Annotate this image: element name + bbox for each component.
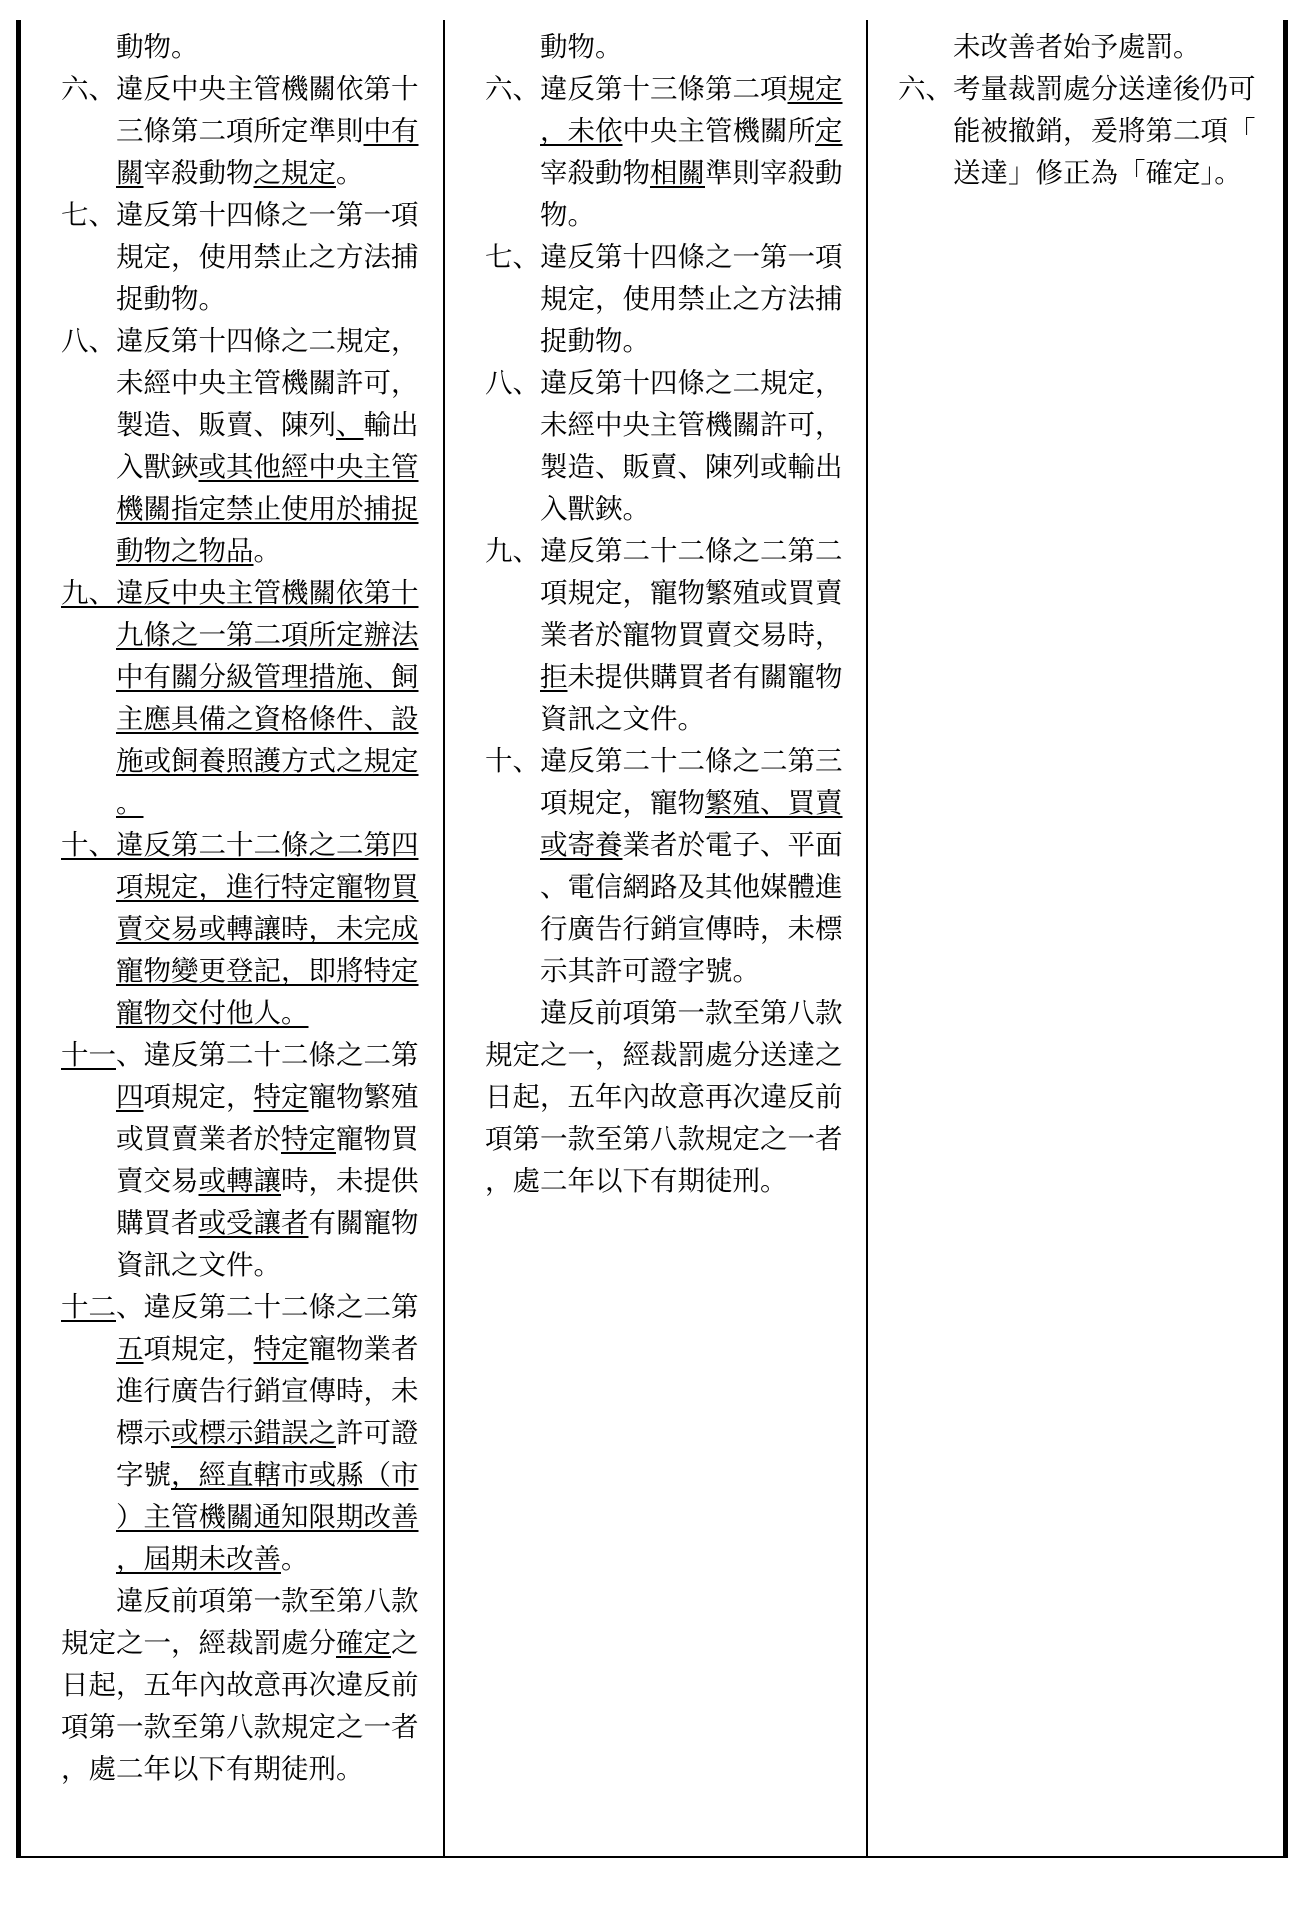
- body-paragraph: [485, 992, 848, 1202]
- column-amended-text: [21, 20, 445, 1856]
- list-item: [485, 68, 848, 236]
- text-segment: 八、違反第十四條之二規定，未經中央主管機關許可，製造、販賣、陳列或輸出入獸鋏。: [485, 367, 843, 525]
- column-explanation: [868, 20, 1283, 1856]
- list-item: [898, 68, 1265, 194]
- text-segment: 動物。: [116, 31, 199, 63]
- text-segment: 未提供購買者有關寵物資訊之文件。: [540, 661, 843, 735]
- continued-text: [485, 26, 848, 68]
- underlined-text: 或其他經中央主管機關指定禁止使用於捕捉動物之物品: [116, 451, 419, 567]
- continued-text: [61, 26, 425, 68]
- underlined-text: 定: [815, 115, 843, 147]
- list-item: [485, 362, 848, 530]
- underlined-text: 確定: [336, 1627, 391, 1659]
- text-segment: 之日起，五年內故意再次違反前項第一款至第八款規定之一者，處二年以下有期徒刑。: [61, 1627, 419, 1785]
- underlined-text: 或受讓者: [198, 1207, 309, 1239]
- underlined-text: 特定: [253, 1081, 309, 1113]
- list-item: [485, 740, 848, 992]
- underlined-text: 九、違反中央主管機關依第十九條之一第二項所定辦法中有關分級管理措施、飼主應具備之資格條件、設施或飼養照護方式之規定。: [61, 577, 419, 819]
- underlined-text: 十、違反第二十二條之二第四項規定，進行特定寵物買賣交易或轉讓時，未完成寵物變更登記，即將特定寵物交付他人。: [61, 829, 419, 1029]
- text-segment: 業者於電子、平面、電信網路及其他媒體進行廣告行銷宣傳時，未標示其許可證字號。: [540, 829, 843, 987]
- text-segment: 準則宰殺動物。: [540, 157, 843, 231]
- underlined-text: 特定: [253, 1333, 309, 1365]
- underlined-text: 或標示錯誤之: [171, 1417, 336, 1449]
- text-segment: 七、違反第十四條之一第一項規定，使用禁止之方法捕捉動物。: [61, 199, 419, 315]
- text-segment: 、違反第二十二條之二第: [116, 1291, 419, 1323]
- underlined-text: 中有關: [116, 115, 419, 189]
- underlined-text: 特定: [281, 1123, 336, 1155]
- text-segment: 項規定，: [143, 1081, 254, 1113]
- list-item: [485, 236, 848, 362]
- underlined-text: 十一: [61, 1039, 116, 1071]
- text-segment: 。: [253, 535, 281, 567]
- text-segment: 八、違反第十四條之二規定，未經中央主管機關許可，製造、販賣、陳列: [61, 325, 419, 441]
- underlined-text: 繁殖、買賣或寄養: [540, 787, 843, 861]
- text-segment: 違反前項第一款至第八款規定之一，經裁罰處分送達之日起，五年內故意再次違反前項第一款至第八款規定之一者，處二年以下有期徒刑。: [485, 997, 843, 1197]
- underlined-text: ，經直轄市或縣（市）主管機關通知限期改善，屆期未改善: [116, 1459, 419, 1575]
- list-item: [61, 1286, 425, 1580]
- text-segment: 寵物繁殖或買賣業者於: [116, 1081, 419, 1155]
- list-item: [61, 1034, 425, 1286]
- text-segment: 時，未提供購買者: [116, 1165, 419, 1239]
- text-segment: 、違反第二十二條之二第: [116, 1039, 419, 1071]
- text-segment: 六、違反第十三條第二項: [485, 73, 788, 105]
- list-item: [61, 572, 425, 824]
- comparison-table: [16, 20, 1288, 1858]
- list-item: [61, 194, 425, 320]
- underlined-text: 拒: [540, 661, 568, 693]
- underlined-text: 規定，未依: [540, 73, 843, 147]
- text-segment: 中央主管機關所: [622, 115, 815, 147]
- text-segment: 動物。: [540, 31, 623, 63]
- text-segment: 未改善者始予處罰。: [953, 31, 1201, 63]
- text-segment: 違反前項第一款至第八款規定之一，經裁罰處分: [61, 1585, 419, 1659]
- text-segment: 六、違反中央主管機關依第十三條第二項所定準則: [61, 73, 419, 147]
- underlined-text: 十二: [61, 1291, 116, 1323]
- list-item: [485, 530, 848, 740]
- underlined-text: 五: [116, 1333, 144, 1365]
- text-segment: 有關寵物資訊之文件。: [116, 1207, 419, 1281]
- column-current-text: [445, 20, 868, 1856]
- body-paragraph: [61, 1580, 425, 1790]
- text-segment: 。: [281, 1543, 309, 1575]
- text-segment: 九、違反第二十二條之二第二項規定，寵物繁殖或買賣業者於寵物買賣交易時，: [485, 535, 843, 651]
- list-item: [61, 824, 425, 1034]
- underlined-text: 或轉讓: [198, 1165, 281, 1197]
- underlined-text: 之規定: [253, 157, 336, 189]
- text-segment: 七、違反第十四條之一第一項規定，使用禁止之方法捕捉動物。: [485, 241, 843, 357]
- underlined-text: 四: [116, 1081, 144, 1113]
- underlined-text: 、: [336, 409, 364, 441]
- text-segment: 六、考量裁罰處分送達後仍可能被撤銷，爰將第二項「送達」修正為「確定」。: [898, 73, 1256, 189]
- text-segment: 項規定，: [143, 1333, 254, 1365]
- list-item: [61, 320, 425, 572]
- continued-text: [898, 26, 1265, 68]
- text-segment: 寵物買賣交易: [116, 1123, 419, 1197]
- text-segment: 宰殺動物: [143, 157, 254, 189]
- underlined-text: 相關: [650, 157, 705, 189]
- text-segment: 十、違反第二十二條之二第三項規定，寵物: [485, 745, 843, 819]
- text-segment: 寵物業者進行廣告行銷宣傳時，未標示: [116, 1333, 419, 1449]
- text-segment: 。: [336, 157, 364, 189]
- text-segment: 輸出入獸鋏: [116, 409, 419, 483]
- list-item: [61, 68, 425, 194]
- text-segment: 宰殺動物: [540, 157, 650, 189]
- text-segment: 許可證字號: [116, 1417, 419, 1491]
